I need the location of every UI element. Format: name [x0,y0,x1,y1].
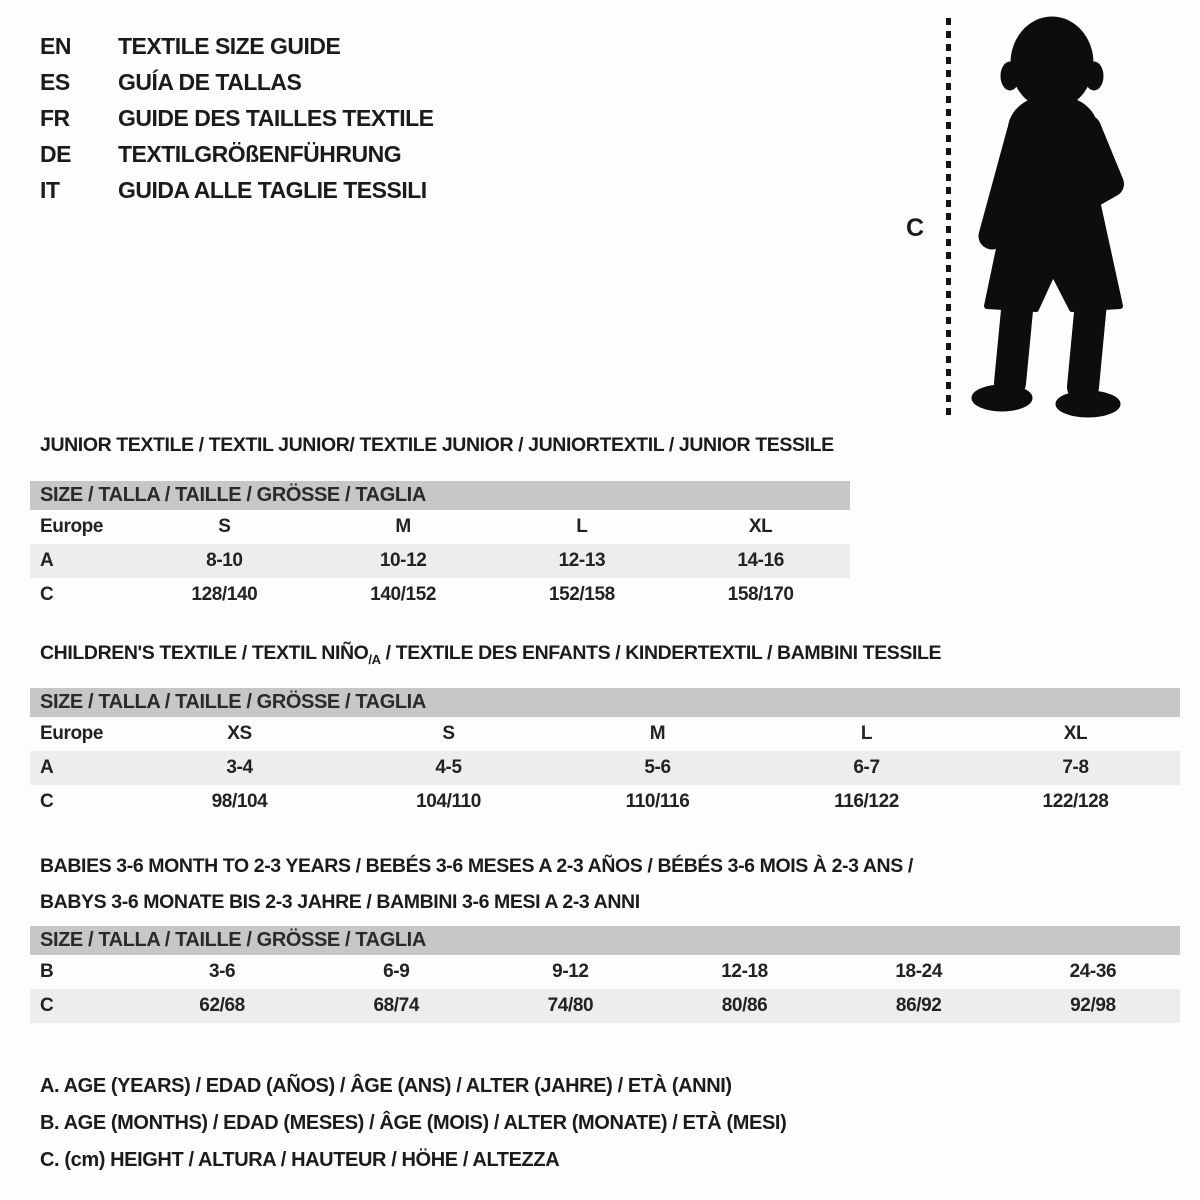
size-cell: 6-7 [762,751,971,785]
size-header-bar [30,481,850,510]
size-cell: XL [748,516,773,537]
size-cell: 12-13 [493,544,672,578]
size-cell: 116/122 [834,791,899,812]
footnote-a: A. AGE (YEARS) / EDAD (AÑOS) / ÂGE (ANS) / ALTER (JAHRE) / ETÀ (ANNI) [40,1075,732,1097]
section-title-children [40,642,941,667]
language-code: ES [40,69,70,95]
size-cell: 74/80 [483,989,657,1023]
footnote-c: C. (cm) HEIGHT / ALTURA / HAUTEUR / HÖHE / ALTEZZA [40,1149,560,1171]
size-cell: XL [1063,723,1088,744]
size-cell: L [860,723,873,744]
row-label: Europe [40,516,104,537]
babies-title-line2: BABYS 3-6 MONATE BIS 2-3 JAHRE / BAMBINI 3-6 MESI A 2-3 ANNI [40,891,640,913]
size-cell: 12-18 [721,961,768,982]
size-cell: 10-12 [314,544,493,578]
size-cell: 158/170 [727,584,794,605]
size-header-bar [30,688,1180,717]
language-title: GUÍA DE TALLAS [118,69,302,95]
size-cell: 110/116 [625,791,690,812]
size-cell: 4-5 [344,751,553,785]
size-cell: 18-24 [895,961,942,982]
size-header-label: SIZE / TALLA / TAILLE / GRÖSSE / TAGLIA [30,481,850,510]
row-label: A [30,751,135,785]
language-title: TEXTILE SIZE GUIDE [118,33,341,59]
size-cell: 3-6 [208,961,236,982]
size-cell: 128/140 [191,584,258,605]
size-cell: 3-4 [135,751,344,785]
table-row-age [30,544,850,578]
size-cell: 98/104 [211,791,268,812]
section-title-babies [40,848,913,920]
size-header-bar [30,926,1180,955]
language-code: IT [40,177,60,203]
size-cell: L [576,516,588,537]
size-cell: 9-12 [552,961,589,982]
toddler-silhouette [960,8,1145,423]
size-cell: 92/98 [1006,989,1180,1023]
language-code: DE [40,141,71,167]
size-cell: 7-8 [971,751,1180,785]
language-row-es [40,64,434,100]
size-cell: XS [227,723,252,744]
babies-size-table [30,926,1180,1023]
size-header-label: SIZE / TALLA / TAILLE / GRÖSSE / TAGLIA [30,926,1180,955]
size-cell: 5-6 [553,751,762,785]
language-code: FR [40,105,70,131]
language-row-it [40,172,434,208]
size-cell: M [649,723,666,744]
row-label: C [40,584,54,605]
children-title-rest: / TEXTILE DES ENFANTS / KINDERTEXTIL / BAMBINI TESSILE [380,642,942,664]
size-cell: 68/74 [309,989,483,1023]
table-row-age [30,751,1180,785]
size-cell: 24-36 [1069,961,1117,982]
children-size-table [30,688,1180,819]
table-row-height [30,785,1180,819]
size-cell: S [218,516,231,537]
table-row-months [30,955,1180,989]
size-cell: 152/158 [548,584,615,605]
table-row-europe [30,717,1180,751]
size-cell: 8-10 [135,544,314,578]
children-title-main: CHILDREN'S TEXTILE / TEXTIL NIÑO [40,642,369,664]
row-label: C [30,989,135,1023]
row-label: C [40,791,54,812]
section-title-junior: JUNIOR TEXTILE / TEXTIL JUNIOR/ TEXTILE JUNIOR / JUNIORTEXTIL / JUNIOR TESSILE [40,434,834,456]
row-label: B [40,961,54,982]
children-title-sub: /A [368,651,381,667]
size-cell: 86/92 [832,989,1006,1023]
size-cell: 140/152 [370,584,437,605]
size-cell: 14-16 [671,544,850,578]
size-cell: 104/110 [416,791,481,812]
language-code: EN [40,33,71,59]
size-cell: 62/68 [135,989,309,1023]
size-cell: 6-9 [383,961,410,982]
size-cell: 80/86 [657,989,831,1023]
language-row-fr [40,100,434,136]
table-row-europe [30,510,850,544]
table-row-height [30,578,850,612]
language-title: TEXTILGRÖßENFÜHRUNG [118,141,402,167]
size-header-label: SIZE / TALLA / TAILLE / GRÖSSE / TAGLIA [30,688,1180,717]
language-title: GUIDA ALLE TAGLIE TESSILI [118,177,427,203]
row-label: A [30,544,135,578]
height-dotted-line [946,18,951,418]
language-row-de [40,136,434,172]
footnotes [40,1068,786,1179]
language-title-list [40,28,434,208]
language-title: GUIDE DES TAILLES TEXTILE [118,105,434,131]
language-row-en [40,28,434,64]
size-cell: M [395,516,411,537]
size-cell: 122/128 [1042,791,1109,812]
size-cell: S [442,723,455,744]
babies-title-line1: BABIES 3-6 MONTH TO 2-3 YEARS / BEBÉS 3-6 MESES A 2-3 AÑOS / BÉBÉS 3-6 MOIS À 2-3 ANS / [40,855,913,877]
junior-size-table [30,481,850,612]
footnote-b: B. AGE (MONTHS) / EDAD (MESES) / ÂGE (MOIS) / ALTER (MONATE) / ETÀ (MESI) [40,1112,787,1134]
table-row-height [30,989,1180,1023]
row-label: Europe [40,723,104,744]
height-label-c: C [906,214,925,242]
